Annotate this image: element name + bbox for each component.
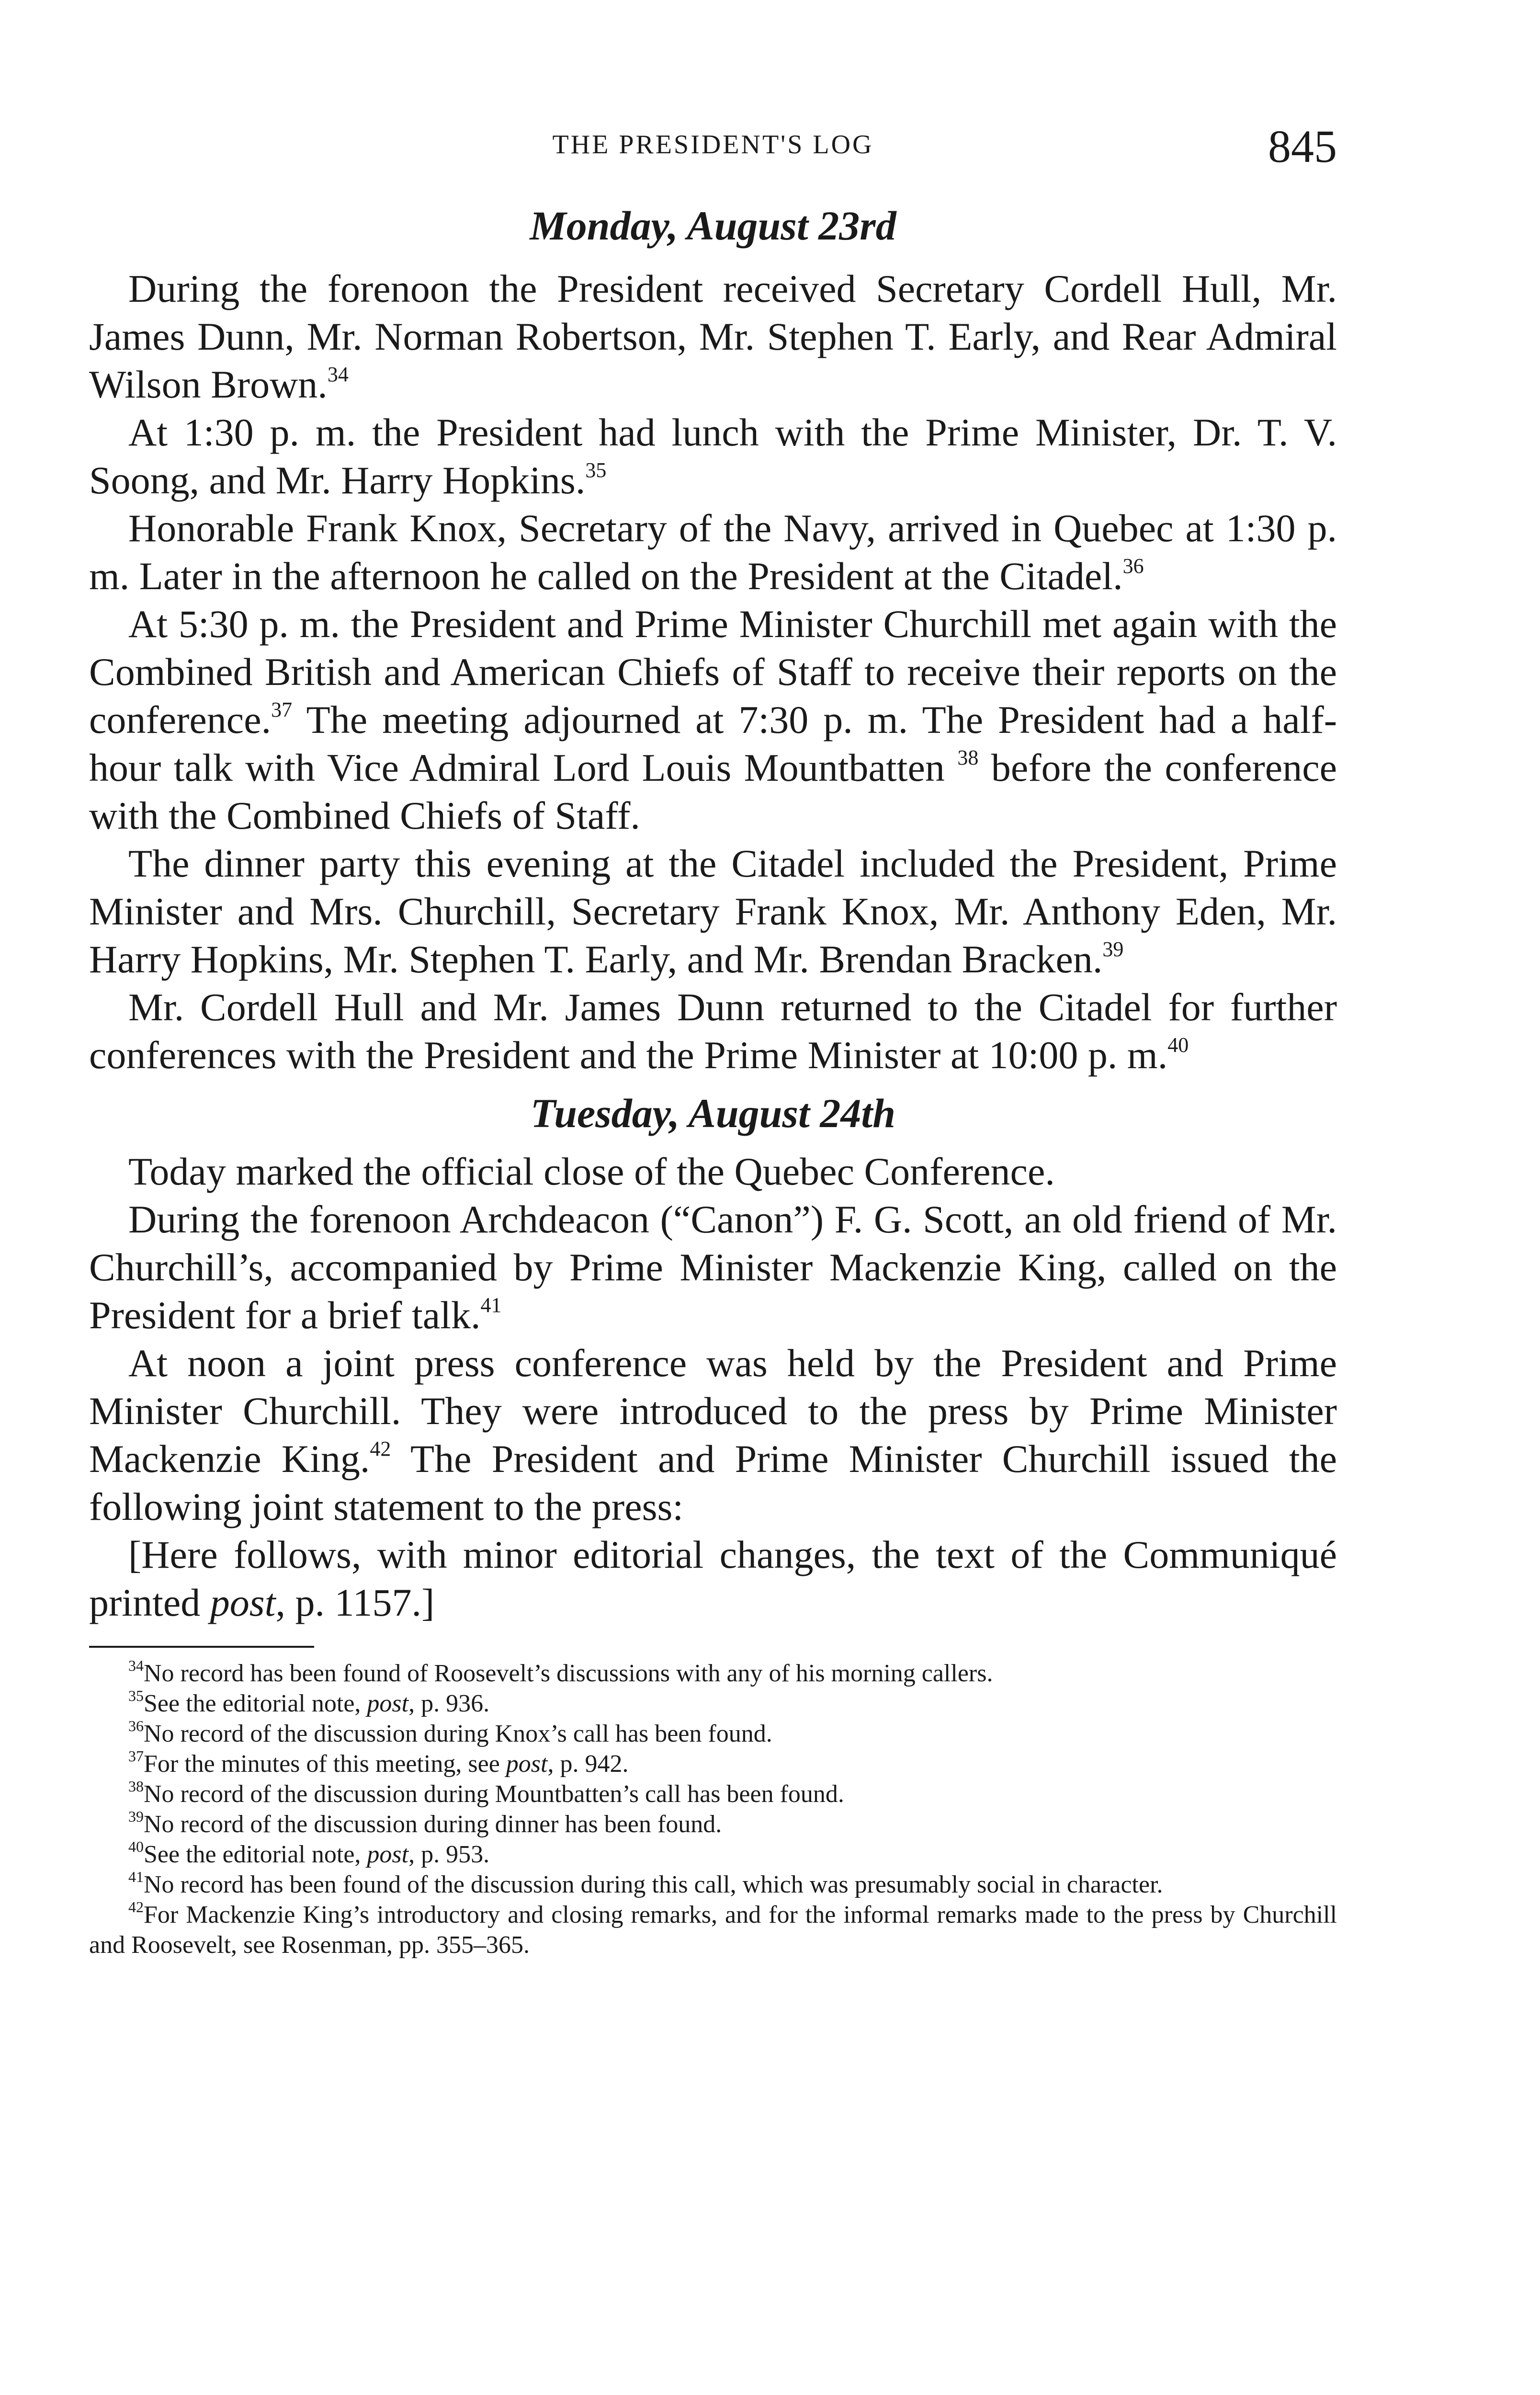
footnote-ref: 38 <box>957 745 979 769</box>
page-header <box>89 120 1337 187</box>
paragraph: Mr. Cordell Hull and Mr. James Dunn returned to the Citadel for further conferences with the President and the Prime Minister at 10:00 p. m.$^{40}$ <box>89 985 1337 1077</box>
footnotes <box>89 1658 1337 1960</box>
paragraph: At 1:30 p. m. the President had lunch with the Prime Minister, Dr. T. V. Soong, and Mr. Harry Hopkins.$^{35}$ <box>89 411 1337 502</box>
paragraph: At 5:30 p. m. the President and Prime Minister Churchill met again with the Combined British and American Chiefs of Staff to receive their reports on the conference.$^{37}$ The meeting adjourned at 7:30 p. m. The President had a half-hour talk with Vice Admiral Lord Louis Mountbatten $^{38}$ before the conference with the Combined Chiefs of Staff. <box>89 602 1337 838</box>
footnote: $^{37}$For the minutes of this meeting, see post, p. 942. <box>128 1747 629 1778</box>
date-heading-monday: Monday, August 23rd <box>530 203 896 249</box>
footnote-ref: 40 <box>1167 1033 1189 1057</box>
footnote: $^{42}$For Mackenzie King’s introductory and closing remarks, and for the informal remarks made to the press by Churchill and Roosevelt, see Rosenman, pp. 355–365. <box>89 1898 1337 1959</box>
running-title: THE PRESIDENT'S LOG <box>552 130 874 160</box>
paragraph: The dinner party this evening at the Citadel included the President, Prime Minister and Mrs. Churchill, Secretary Frank Knox, Mr. Anthony Eden, Mr. Harry Hopkins, Mr. Stephen T. Early, and Mr. Brendan Bracken.$^{39}$ <box>89 842 1337 981</box>
footnote-divider <box>89 1646 314 1648</box>
page-number: 845 <box>1268 121 1337 172</box>
footnote-ref: 36 <box>1122 554 1144 578</box>
footnote-ref: 41 <box>480 1293 502 1317</box>
paragraph: During the forenoon Archdeacon (“Canon”) F. G. Scott, an old friend of Mr. Churchill’s, accompanied by Prime Minister Mackenzie King, called on the President for a brief talk.$^{41}$ <box>89 1198 1337 1337</box>
paragraph: [Here follows, with minor editorial changes, the text of the Communiqué printed post, p. 1157.] <box>89 1533 1337 1625</box>
footnote: $^{41}$No record has been found of the discussion during this call, which was presumably social in character. <box>128 1868 1163 1899</box>
footnote-ref: 42 <box>370 1437 391 1461</box>
footnote: $^{36}$No record of the discussion during Knox’s call has been found. <box>128 1717 772 1748</box>
paragraph: At noon a joint press conference was held by the President and Prime Minister Churchill. They were introduced to the press by Prime Minister Mackenzie King.$^{42}$ The President and Prime Minister Churchill issued the following joint statement to the press: <box>89 1341 1337 1529</box>
footnote-ref: 35 <box>585 458 607 482</box>
footnote: $^{34}$No record has been found of Roosevelt’s discussions with any of his morning callers. <box>128 1657 993 1688</box>
footnote: $^{38}$No record of the discussion during Mountbatten’s call has been found. <box>128 1778 844 1808</box>
footnote: $^{35}$See the editorial note, post, p. 936. <box>128 1687 490 1718</box>
date-heading-tuesday: Tuesday, August 24th <box>530 1090 896 1137</box>
paragraph: During the forenoon the President received Secretary Cordell Hull, Mr. James Dunn, Mr. Norman Robertson, Mr. Stephen T. Early, and Rear Admiral Wilson Brown.$^{34}$ <box>89 267 1337 407</box>
paragraph: Honorable Frank Knox, Secretary of the Navy, arrived in Quebec at 1:30 p. m. Later in the afternoon he called on the President at the Citadel.$^{36}$ <box>89 506 1337 598</box>
page-body <box>89 201 1337 1960</box>
footnote: $^{40}$See the editorial note, post, p. 953. <box>128 1838 490 1869</box>
footnote-ref: 34 <box>327 362 349 386</box>
footnote: $^{39}$No record of the discussion during dinner has been found. <box>128 1808 722 1838</box>
paragraph: Today marked the official close of the Quebec Conference. <box>128 1150 1055 1194</box>
footnote-ref: 37 <box>271 697 293 721</box>
footnote-ref: 39 <box>1102 937 1124 961</box>
